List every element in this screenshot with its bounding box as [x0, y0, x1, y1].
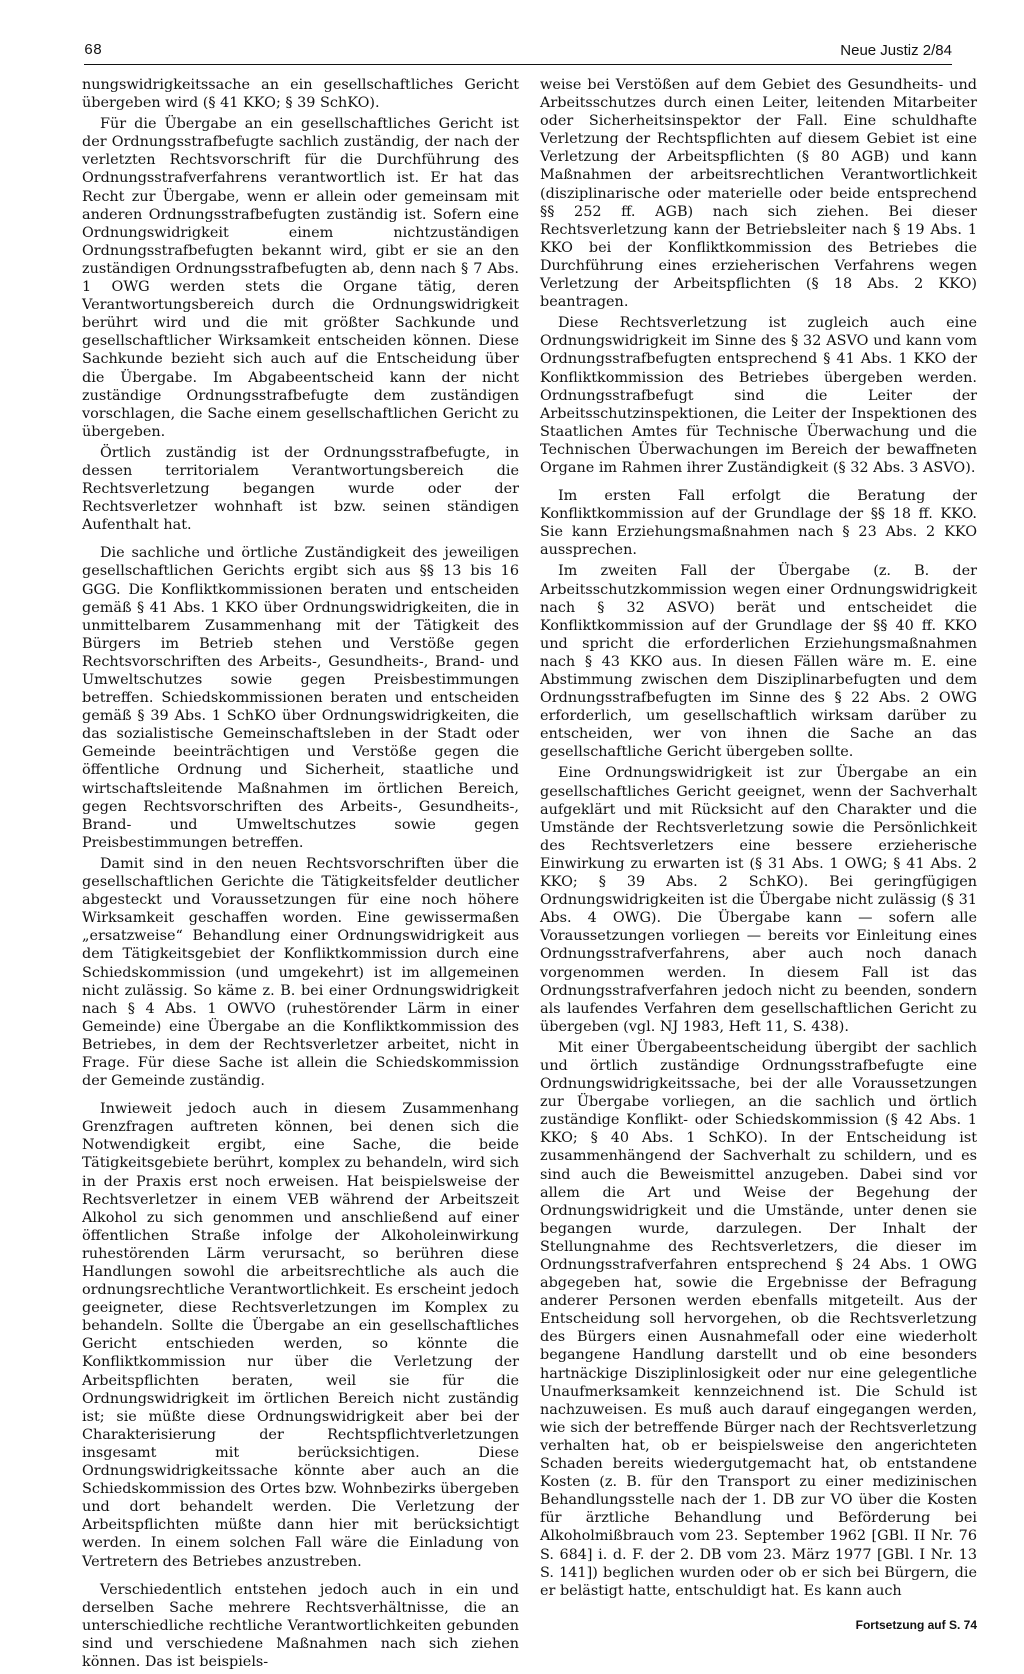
paragraph: Diese Rechtsverletzung ist zugleich auch eine Ordnungswidrigkeit im Sinne des § 32 ASVO und kann vom Ordnungsstrafbefugten entsprechend § 41 Abs. 1 KKO der Konfliktkommission des Betriebes übergeben werden. Ordnungsstrafbefugt sind die Leiter der Arbeitsschutzinspektionen, die Leiter der Inspektionen des Staatlichen Amtes für Technische Überwachung und die Technischen Überwachungen im Bereich der bewaffneten Organe im Rahmen ihrer Zuständigkeit (§ 32 Abs. 3 ASVO). — [540, 315, 977, 476]
paragraph: Für die Übergabe an ein gesellschaftliches Gericht ist der Ordnungsstrafbefugte sachlich zuständig, der nach der verletzten Rechtsvorschrift für die Durchführung des Ordnungsstrafverfahrens verantwortlich ist. Er hat das Recht zur Übergabe, wenn er allein oder gemeinsam mit anderen Ordnungsstrafbefugten zuständig ist. Sofern eine Ordnungswidrigkeit einem nichtzuständigen Ordnungsstrafbefugten bekannt wird, gibt er sie an den zuständigen Ordnungsstrafbefugten ab, denn nach § 7 Abs. 1 OWG werden stets die Organe tätig, deren Verantwortungsbereich durch die Ordnungswidrigkeit berührt wird und die mit größter Sachkunde und gesellschaftlicher Wirksamkeit entscheiden können. Diese Sachkunde bezieht sich auch auf die Entscheidung über die Übergabe. Im Abgabeentscheid kann der nicht zuständige Ordnungsstrafbefugte dem zuständigen vorschlagen, die Sache einem gesellschaftlichen Gericht zu übergeben. — [82, 116, 519, 440]
header-rule — [84, 64, 952, 65]
left-column — [82, 76, 519, 1674]
page-header — [84, 40, 952, 70]
journal-title: Neue Justiz 2/84 — [840, 42, 952, 59]
paragraph: Im ersten Fall erfolgt die Beratung der Konfliktkommission auf der Grundlage der §§ 18 ff. KKO. Sie kann Erziehungsmaßnahmen nach § 23 Abs. 2 KKO aussprechen. — [540, 488, 977, 559]
paragraph: Örtlich zuständig ist der Ordnungsstrafbefugte, in dessen territorialem Verantwortungsbereich die Rechtsverletzung begangen wurde oder der Rechtsverletzer wohnhaft ist bzw. seinen ständigen Aufenthalt hat. — [82, 444, 519, 534]
paragraph: weise bei Verstößen auf dem Gebiet des Gesundheits- und Arbeitsschutzes durch einen Leiter, leitenden Mitarbeiter oder Sicherheitsinspektor der Fall. Eine schuldhafte Verletzung der Rechtspflichten auf diesem Gebiet ist eine Verletzung der Arbeitspflichten (§ 80 AGB) und kann Maßnahmen der arbeitsrechtlichen Verantwortlichkeit (disziplinarische oder materielle oder beide entsprechend §§ 252 ff. AGB) nach sich ziehen. Bei dieser Rechtsverletzung kann der Betriebsleiter nach § 19 Abs. 1 KKO bei der Konfliktkommission des Betriebes die Durchführung eines erzieherischen Verfahrens wegen Verletzung der Arbeitspflichten (§ 18 Abs. 2 KKO) beantragen. — [540, 77, 977, 311]
paragraph: Damit sind in den neuen Rechtsvorschriften über die gesellschaftlichen Gerichte die Tätigkeitsfelder deutlicher abgesteckt und Voraussetzungen für eine noch höhere Wirksamkeit geschaffen worden. Eine gewissermaßen „ersatzweise“ Behandlung einer Ordnungswidrigkeit aus dem Tätigkeitsgebiet der Konfliktkommission durch eine Schiedskommission (und umgekehrt) ist im allgemeinen nicht zulässig. So käme z. B. bei einer Ordnungswidrigkeit nach § 4 Abs. 1 OWVO (ruhestörender Lärm in einer Gemeinde) eine Übergabe an die Konfliktkommission des Betriebes, in dem der Rechtsverletzer arbeitet, nicht in Frage. Für diese Sache ist allein die Schiedskommission der Gemeinde zuständig. — [82, 855, 519, 1090]
paragraph: Eine Ordnungswidrigkeit ist zur Übergabe an ein gesellschaftliches Gericht geeignet, wenn der Sachverhalt aufgeklärt und mit Rücksicht auf den Charakter und die Umstände der Rechtsverletzung sowie die Persönlichkeit des Rechtsverletzers eine bessere erzieherische Einwirkung zu erwarten ist (§ 31 Abs. 1 OWG; § 41 Abs. 2 KKO; § 39 Abs. 2 SchKO). Bei geringfügigen Ordnungswidrigkeiten ist die Übergabe nicht zulässig (§ 31 Abs. 4 OWG). Die Übergabe kann — sofern alle Voraussetzungen vorliegen — bereits vor Einleitung eines Ordnungsstrafverfahrens, aber auch noch danach vorgenommen werden. In diesem Fall ist das Ordnungsstrafverfahren jedoch nicht zu beenden, sondern als laufendes Verfahren dem gesellschaftlichen Gericht zu übergeben (vgl. NJ 1983, Heft 11, S. 438). — [540, 765, 977, 1035]
paragraph: Im zweiten Fall der Übergabe (z. B. der Arbeitsschutzkommission wegen einer Ordnungswidrigkeit nach § 32 ASVO) berät und entscheidet die Konfliktkommission auf der Grundlage der §§ 40 ff. KKO und spricht die erforderlichen Erziehungsmaßnahmen nach § 43 KKO aus. In diesen Fällen wäre m. E. eine Abstimmung zwischen dem Disziplinarbefugten und dem Ordnungsstrafbefugten im Sinne des § 22 Abs. 2 OWG erforderlich, um gesellschaftlich wirksam darüber zu entscheiden, wer von ihnen die Sache an das gesellschaftliche Gericht übergeben sollte. — [540, 563, 977, 761]
paragraph: Verschiedentlich entstehen jedoch auch in ein und derselben Sache mehrere Rechtsverhältnisse, die an unterschiedliche rechtliche Verantwortlichkeiten gebunden sind und verschiedene Maßnahmen nach sich ziehen können. Das ist beispiels- — [82, 1581, 519, 1670]
paragraph: Mit einer Übergabeentscheidung übergibt der sachlich und örtlich zuständige Ordnungsstrafbefugte eine Ordnungswidrigkeitssache, bei der alle Voraussetzungen zur Übergabe vorliegen, an die sachlich und örtlich zuständige Konflikt- oder Schiedskommission (§ 42 Abs. 1 KKO; § 40 Abs. 1 SchKO). In der Entscheidung ist zusammenhängend der Sachverhalt zu schildern, und es sind auch die Beweismittel anzugeben. Dabei sind vor allem die Art und Weise der Begehung der Ordnungswidrigkeit und die Umstände, unter denen sie begangen wurde, darzulegen. Der Inhalt der Stellungnahme des Rechtsverletzers, die dieser im Ordnungsstrafverfahren entsprechend § 24 Abs. 1 OWG abgegeben hat, sowie die Ergebnisse der Befragung anderer Personen werden ebenfalls mitgeteilt. Aus der Entscheidung soll hervorgehen, ob die Rechtsverletzung des Bürgers einen Ausnahmefall oder eine wiederholt begangene Handlung darstellt und ob eine besonders hartnäckige Disziplinlosigkeit oder nur eine gelegentliche Unaufmerksamkeit kennzeichnend ist. Die Schuld ist nachzuweisen. Es muß auch darauf eingegangen werden, wie sich der betreffende Bürger nach der Rechtsverletzung verhalten hat, ob er beispielsweise den angerichteten Schaden bereits wiedergutgemacht hat, ob entstandene Kosten (z. B. für den Transport zu einer medizinischen Behandlungsstelle nach der 1. DB zur VO über die Kosten für ärztliche Behandlung und Beförderung bei Alkoholmißbrauch vom 23. September 1962 [GBl. II Nr. 76 S. 684] i. d. F. der 2. DB vom 23. März 1977 [GBl. I Nr. 13 S. 141]) beglichen wurden oder ob er sich bei Bürgern, die er belästigt hatte, entschuldigt hat. Es kann auch — [540, 1039, 977, 1599]
paragraph: Inwieweit jedoch auch in diesem Zusammenhang Grenzfragen auftreten können, bei denen sich die Notwendigkeit ergibt, eine Sache, die beide Tätigkeitsgebiete berührt, komplex zu behandeln, wird sich in der Praxis erst noch erweisen. Hat beispielsweise der Rechtsverletzer in einem VEB während der Arbeitszeit Alkohol zu sich genommen und anschließend auf einer öffentlichen Straße infolge der Alkoholeinwirkung ruhestörenden Lärm verursacht, so berühren diese Handlungen sowohl die arbeitsrechtliche als auch die ordnungsrechtliche Verantwortlichkeit. Es erscheint jedoch geeigneter, diese Rechtsverletzungen im Komplex zu behandeln. Sollte die Übergabe an ein gesellschaftliches Gericht entschieden werden, so könnte die Konfliktkommission nur über die Verletzung der Arbeitspflichten beraten, weil sie für die Ordnungswidrigkeit im örtlichen Bereich nicht zuständig ist; sie müßte diese Ordnungswidrigkeit aber bei der Charakterisierung der Rechtspflichtverletzungen insgesamt mit berücksichtigen. Diese Ordnungswidrigkeitssache könnte aber auch an die Schiedskommission des Ortes bzw. Wohnbezirks übergeben und dort behandelt werden. Die Verletzung der Arbeitspflichten müßte dann hier mit berücksichtigt werden. In einem solchen Fall wäre die Einladung von Vertretern des Betriebes anzustreben. — [82, 1101, 519, 1570]
paragraph: Die sachliche und örtliche Zuständigkeit des jeweiligen gesellschaftlichen Gerichts ergibt sich aus §§ 13 bis 16 GGG. Die Konfliktkommissionen beraten und entscheiden gemäß § 41 Abs. 1 KKO über Ordnungswidrigkeiten, die in unmittelbarem Zusammenhang mit der Tätigkeit des Bürgers im Betrieb stehen und Verstöße gegen Rechtsvorschriften des Arbeits-, Gesundheits-, Brand- und Umweltschutzes sowie gegen Preisbestimmungen betreffen. Schiedskommissionen beraten und entscheiden gemäß § 39 Abs. 1 SchKO über Ordnungswidrigkeiten, die das sozialistische Gemeinschaftsleben in der Stadt oder Gemeinde beeinträchtigen und Verstöße gegen die öffentliche Ordnung und Sicherheit, staatliche und wirtschaftsleitende Maßnahmen im örtlichen Bereich, gegen Rechtsvorschriften des Arbeits-, Gesundheits-, Brand- und Umweltschutzes sowie gegen Preisbestimmungen betreffen. — [82, 545, 519, 851]
page-number: 68 — [84, 42, 103, 59]
paragraph: nungswidrigkeitssache an ein gesellschaftliches Gericht übergeben wird (§ 41 KKO; § 39 SchKO). — [82, 77, 519, 112]
continuation-note: Fortsetzung auf S. 74 — [855, 1617, 977, 1632]
right-column — [540, 76, 977, 1637]
